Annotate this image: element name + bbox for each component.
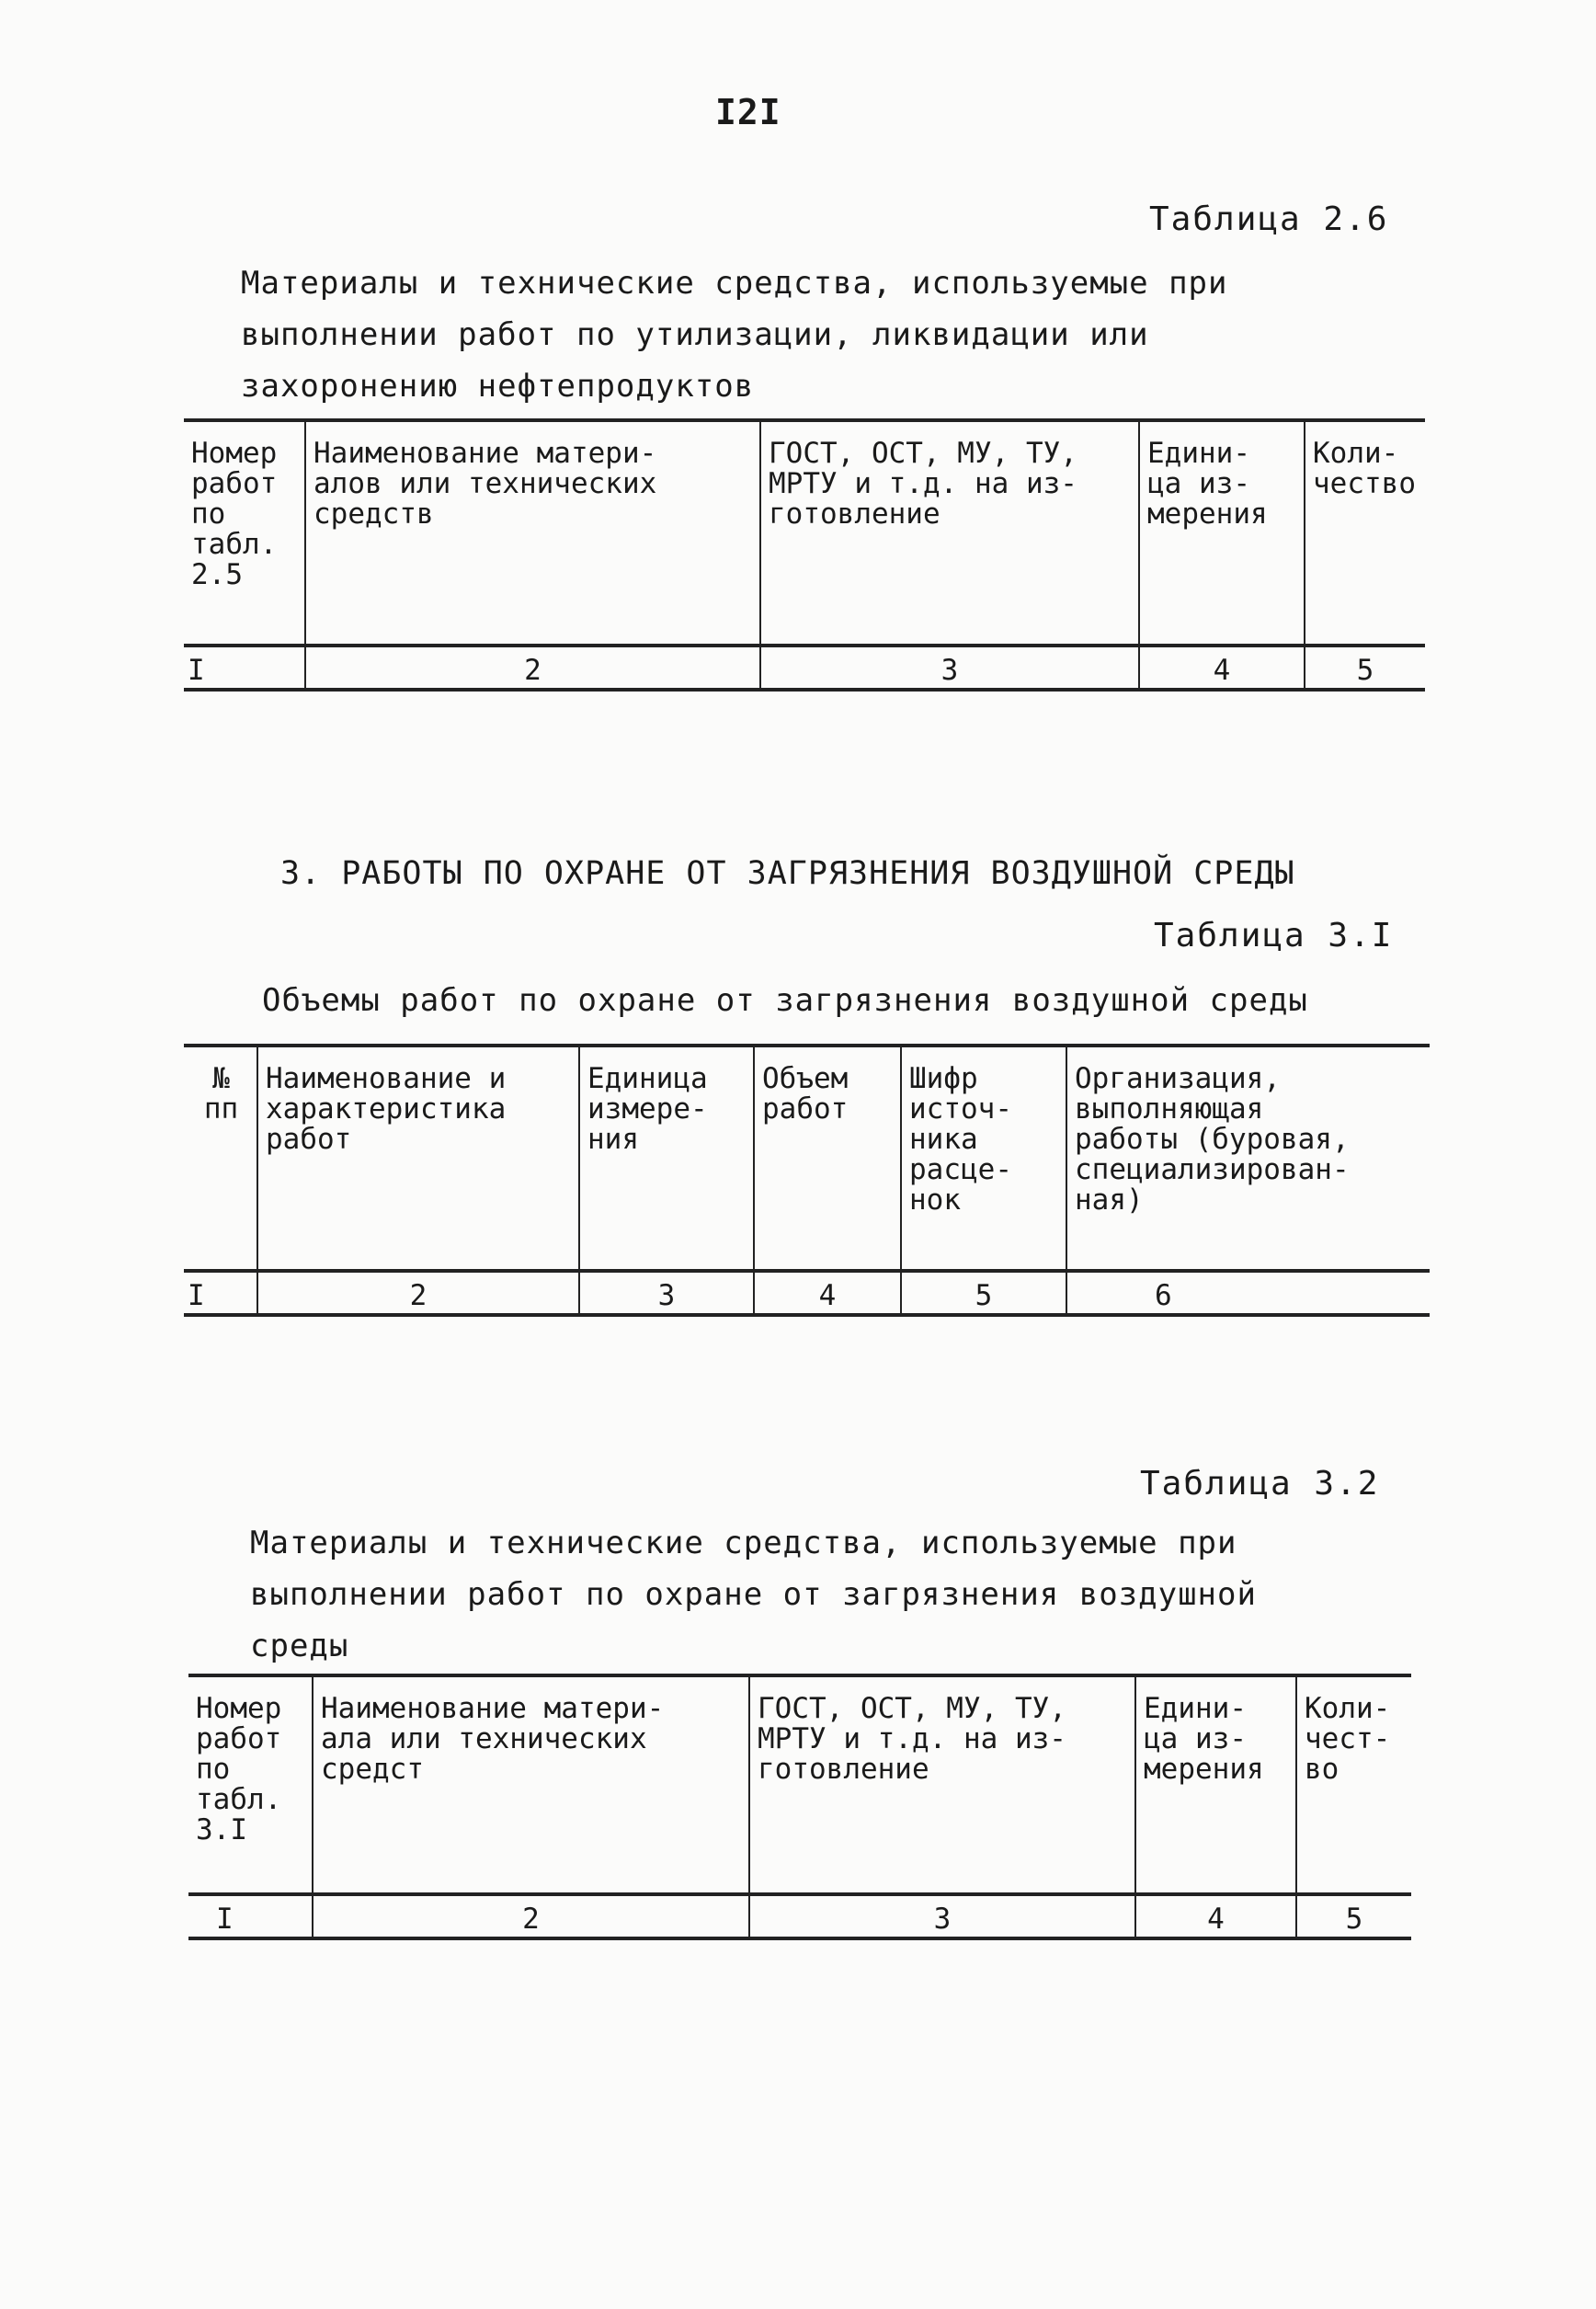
column-number: 2 <box>313 1894 749 1938</box>
header-cell-name: Наименование и характеристика работ <box>257 1046 579 1271</box>
column-number: I <box>188 1894 313 1938</box>
column-number: I <box>184 646 305 690</box>
header-cell-unit: Единица измере- ния <box>579 1046 754 1271</box>
column-number: 4 <box>754 1271 901 1315</box>
column-number: I <box>184 1271 257 1315</box>
table-label: Таблица 3.I <box>1154 917 1394 954</box>
header-cell-unit: Едини- ца из- мерения <box>1139 420 1305 646</box>
table-header-row <box>188 1675 1411 1894</box>
table-header-row <box>184 420 1425 646</box>
table-header-row <box>184 1046 1430 1271</box>
table-caption: Материалы и технические средства, используемые при выполнении работ по утилизации, ликвидации или захоронению нефтепродуктов <box>241 265 1228 405</box>
column-number: 3 <box>760 646 1139 690</box>
header-cell-quantity: Коли- чество <box>1305 420 1425 646</box>
table-2-6 <box>184 418 1425 692</box>
header-cell-work-number: Номер работ по табл. 3.I <box>188 1675 313 1894</box>
table-label: Таблица 3.2 <box>1140 1465 1380 1503</box>
header-cell-organization: Организация, выполняющая работы (буровая, специализирован- ная) <box>1066 1046 1430 1271</box>
table-caption: Объемы работ по охране от загрязнения воздушной среды <box>262 982 1308 1019</box>
column-number: 2 <box>305 646 760 690</box>
column-number: 5 <box>1305 646 1425 690</box>
header-cell-quantity: Коли- чест- во <box>1296 1675 1411 1894</box>
page-number: I2I <box>715 92 781 132</box>
table-caption: Материалы и технические средства, используемые при выполнении работ по охране от загрязнения воздушной среды <box>250 1525 1257 1664</box>
column-number: 6 <box>1066 1271 1430 1315</box>
header-cell-name: Наименование матери- алов или технических средств <box>305 420 760 646</box>
table-number-row <box>188 1894 1411 1938</box>
header-cell-unit: Едини- ца из- мерения <box>1135 1675 1296 1894</box>
header-cell-price-code: Шифр источ- ника расце- нок <box>901 1046 1066 1271</box>
table-label: Таблица 2.6 <box>1149 200 1389 238</box>
column-number: 4 <box>1139 646 1305 690</box>
column-number: 5 <box>901 1271 1066 1315</box>
column-number: 5 <box>1296 1894 1411 1938</box>
column-number: 2 <box>257 1271 579 1315</box>
column-number: 4 <box>1135 1894 1296 1938</box>
table-number-row <box>184 1271 1430 1315</box>
header-cell-name: Наименование матери- ала или технических средст <box>313 1675 749 1894</box>
header-cell-work-number: Номер работ по табл. 2.5 <box>184 420 305 646</box>
column-number: 3 <box>749 1894 1135 1938</box>
header-cell-standard: ГОСТ, ОСТ, МУ, ТУ, МРТУ и т.д. на из- готовление <box>749 1675 1135 1894</box>
table-number-row <box>184 646 1425 690</box>
header-cell-item-number: № пп <box>184 1046 257 1271</box>
column-number: 3 <box>579 1271 754 1315</box>
section-heading: 3. РАБОТЫ ПО ОХРАНЕ ОТ ЗАГРЯЗНЕНИЯ ВОЗДУШНОЙ СРЕДЫ <box>280 855 1295 892</box>
header-cell-standard: ГОСТ, ОСТ, МУ, ТУ, МРТУ и т.д. на из- готовление <box>760 420 1139 646</box>
header-cell-volume: Объем работ <box>754 1046 901 1271</box>
table-3-2 <box>188 1674 1411 1940</box>
table-3-1 <box>184 1044 1430 1317</box>
